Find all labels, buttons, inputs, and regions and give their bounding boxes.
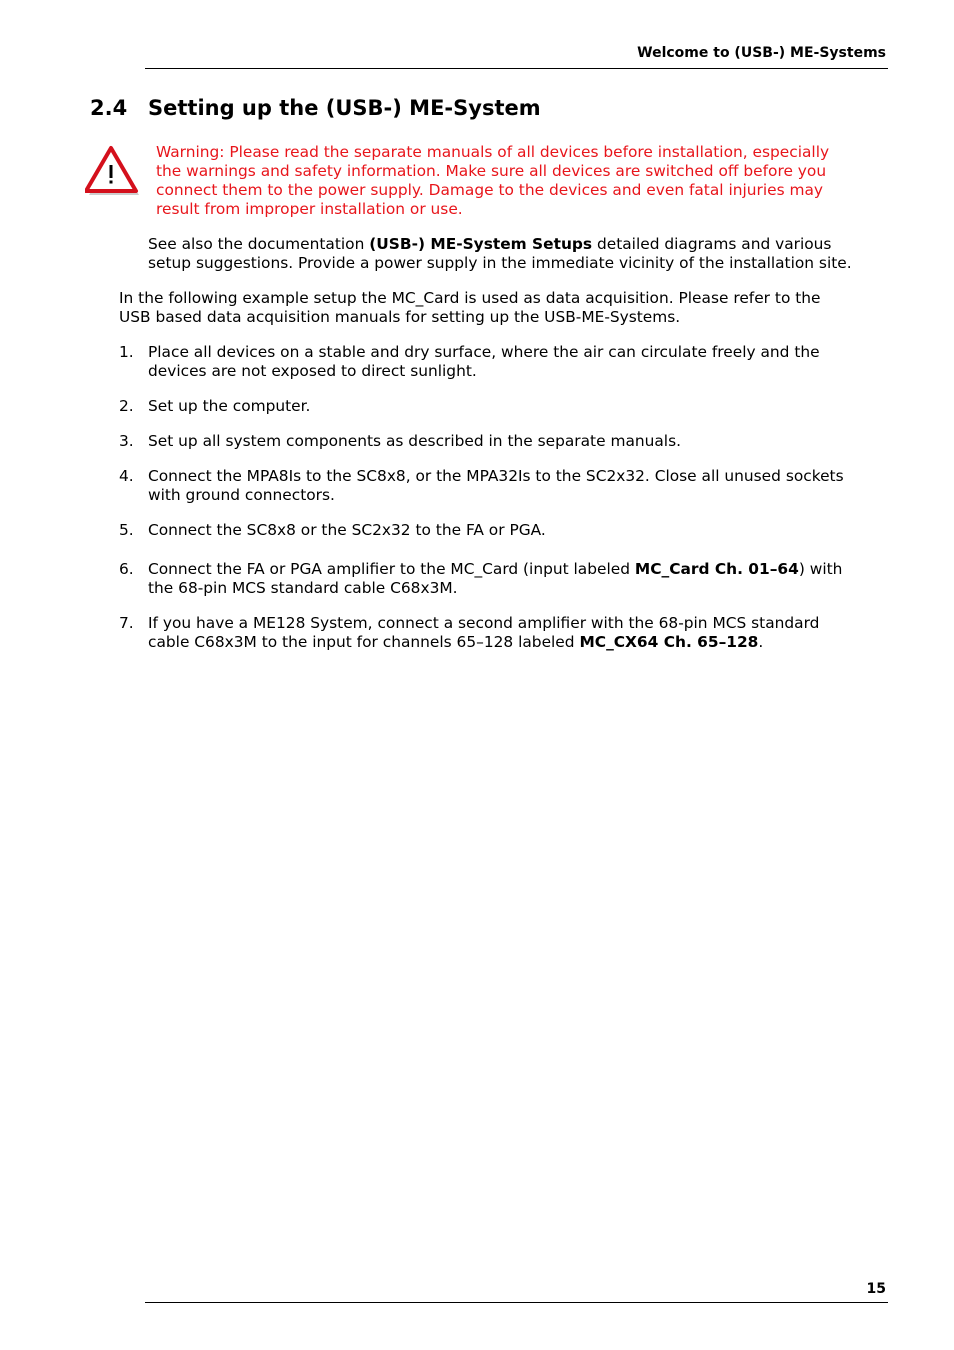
list-marker: 1. bbox=[119, 343, 134, 361]
step-text: Connect the MPA8Is to the SC8x8, or the MPA32Is to the SC2x32. Close all unused sockets with ground connectors. bbox=[148, 467, 844, 504]
input-label-mc-card: MC_Card Ch. 01–64 bbox=[634, 560, 799, 578]
footer-rule bbox=[145, 1302, 888, 1303]
running-header: Welcome to (USB-) ME-Systems bbox=[637, 45, 886, 61]
step-text-after: ) with the 68-pin MCS standard cable C68x3M. bbox=[148, 560, 843, 597]
see-also-suffix: detailed diagrams and various setup suggestions. Provide a power supply in the immediate vicinity of the installation site. bbox=[148, 235, 852, 272]
intro-line-2: USB based data acquisition manuals for setting up the USB-ME-Systems. bbox=[119, 308, 681, 326]
list-item bbox=[119, 614, 859, 652]
step-text: Connect the SC8x8 or the SC2x32 to the FA or PGA. bbox=[148, 521, 546, 539]
page-number: 15 bbox=[866, 1281, 886, 1297]
step-text: Set up the computer. bbox=[148, 397, 311, 415]
list-marker: 4. bbox=[119, 467, 134, 485]
warning-text: Warning: Please read the separate manuals of all devices before installation, especially the warnings and safety information. Make sure all devices are switched off before you connect them to the power supply. Damage to the devices and even fatal injuries may result from improper installation or use. bbox=[156, 143, 830, 218]
step-text-before: If you have a ME128 System, connect a second amplifier with the 68-pin MCS standard cable C68x3M to the input for channels 65–128 labeled bbox=[148, 614, 820, 651]
list-marker: 6. bbox=[119, 560, 134, 578]
list-item bbox=[119, 560, 859, 598]
list-item bbox=[119, 397, 859, 416]
list-marker: 2. bbox=[119, 397, 134, 415]
intro-paragraph bbox=[119, 289, 859, 327]
intro-line-1: In the following example setup the MC_Card is used as data acquisition. Please refer to the bbox=[119, 289, 821, 307]
input-label-mc-cx64: MC_CX64 Ch. 65–128 bbox=[579, 633, 759, 651]
setup-steps-list bbox=[119, 343, 859, 668]
section-heading bbox=[90, 96, 541, 120]
list-item bbox=[119, 467, 859, 505]
step-text: Place all devices on a stable and dry surface, where the air can circulate freely and the devices are not exposed to direct sunlight. bbox=[148, 343, 820, 380]
list-marker: 3. bbox=[119, 432, 134, 450]
see-also-prefix: See also the documentation bbox=[148, 235, 370, 253]
list-marker: 7. bbox=[119, 614, 134, 632]
setups-doc-reference: (USB-) ME-System Setups bbox=[369, 235, 593, 253]
warning-triangle-icon bbox=[85, 145, 140, 197]
list-item bbox=[119, 521, 859, 540]
step-text-before: Connect the FA or PGA amplifier to the MC_Card (input labeled bbox=[148, 560, 635, 578]
list-marker: 5. bbox=[119, 521, 134, 539]
section-number: 2.4 bbox=[90, 96, 128, 120]
step-text: Set up all system components as described in the separate manuals. bbox=[148, 432, 681, 450]
section-title: Setting up the (USB-) ME-System bbox=[148, 96, 541, 120]
header-rule bbox=[145, 68, 888, 69]
step-text-after: . bbox=[758, 633, 764, 651]
list-item bbox=[119, 432, 859, 451]
list-item bbox=[119, 343, 859, 381]
see-also-paragraph bbox=[148, 235, 858, 273]
